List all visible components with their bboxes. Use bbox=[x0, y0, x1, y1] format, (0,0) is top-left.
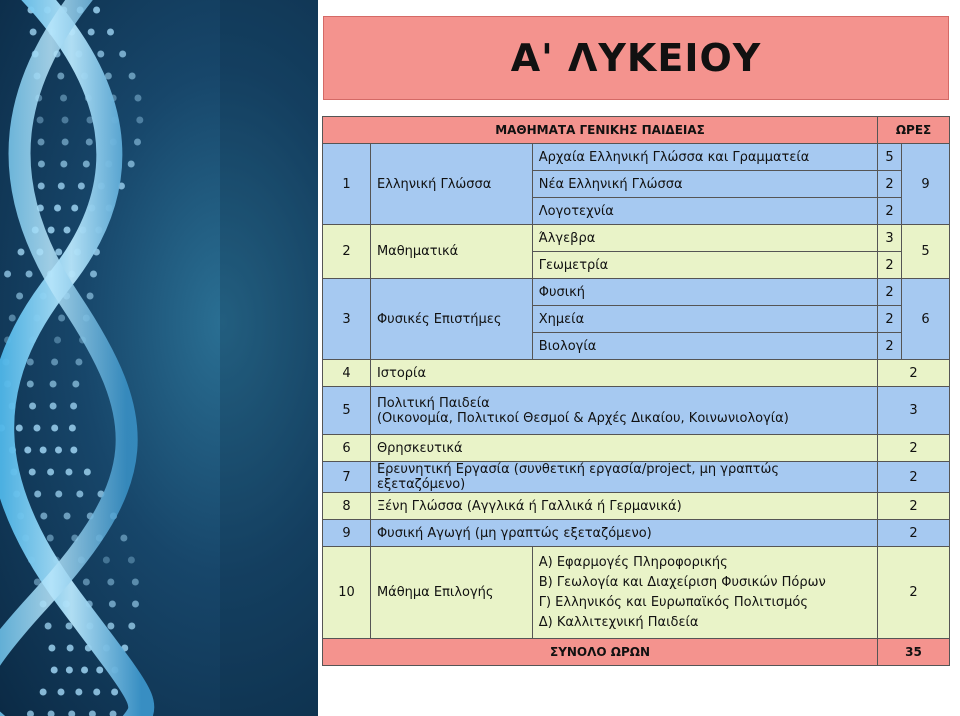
sub-subject: Νέα Ελληνική Γλώσσα bbox=[532, 171, 877, 198]
dna-rung-dot bbox=[29, 403, 36, 410]
dna-rung-dot bbox=[47, 469, 54, 476]
curriculum-table bbox=[322, 116, 950, 666]
dna-rung-dot bbox=[129, 73, 136, 80]
total-hours: 6 bbox=[902, 279, 950, 360]
total-hours: 3 bbox=[878, 387, 950, 435]
dna-rung-dot bbox=[134, 139, 141, 146]
table-row bbox=[323, 360, 950, 387]
dna-background-image bbox=[0, 0, 318, 716]
row-number: 10 bbox=[323, 547, 371, 639]
dna-rung-dot bbox=[38, 139, 45, 146]
sub-subject: Βιολογία bbox=[532, 333, 877, 360]
sub-subject: Γεωμετρία bbox=[532, 252, 877, 279]
dna-rung-dot bbox=[93, 7, 100, 14]
sub-subject: Αρχαία Ελληνική Γλώσσα και Γραμματεία bbox=[532, 144, 877, 171]
dna-rung-dot bbox=[136, 117, 143, 124]
sub-hours: 2 bbox=[878, 306, 902, 333]
elective-option: Δ) Καλλιτεχνική Παιδεία bbox=[538, 614, 699, 630]
subject-name: Μαθηματικά bbox=[370, 225, 532, 279]
elective-option: Γ) Ελληνικός και Ευρωπαϊκός Πολιτισμός bbox=[538, 594, 809, 610]
dna-rung-dot bbox=[55, 447, 62, 454]
row-number: 9 bbox=[323, 520, 371, 547]
elective-options bbox=[532, 547, 877, 639]
dna-rung-dot bbox=[132, 601, 139, 608]
row-number: 7 bbox=[323, 462, 371, 493]
dna-rung-dot bbox=[60, 95, 67, 102]
dna-rung-dot bbox=[63, 227, 70, 234]
total-hours: 2 bbox=[878, 547, 950, 639]
dna-rung-dot bbox=[67, 645, 74, 652]
dna-rung-dot bbox=[60, 161, 67, 168]
subject-name: Ερευνητική Εργασία (συνθετική εργασία/project, μη γραπτώς εξεταζόμενο) bbox=[370, 462, 877, 493]
row-number: 8 bbox=[323, 493, 371, 520]
table-row bbox=[323, 144, 950, 171]
dna-rung-dot bbox=[128, 161, 135, 168]
dna-rung-dot bbox=[9, 315, 16, 322]
dna-rung-dot bbox=[132, 579, 139, 586]
dna-rung-dot bbox=[37, 117, 44, 124]
dna-rung-dot bbox=[45, 623, 52, 630]
dna-rung-dot bbox=[62, 117, 69, 124]
dna-rung-dot bbox=[38, 161, 45, 168]
dna-rung-dot bbox=[40, 447, 47, 454]
footer-total: 35 bbox=[878, 639, 950, 666]
dna-rung-dot bbox=[65, 469, 72, 476]
dna-rung-dot bbox=[78, 183, 85, 190]
dna-rung-dot bbox=[76, 491, 83, 498]
dna-rung-dot bbox=[26, 271, 33, 278]
dna-rung-dot bbox=[111, 689, 118, 696]
sub-hours: 2 bbox=[878, 252, 902, 279]
subject-name: Φυσικές Επιστήμες bbox=[370, 279, 532, 360]
table-row bbox=[323, 462, 950, 493]
total-hours: 2 bbox=[878, 493, 950, 520]
sub-subject: Φυσική bbox=[532, 279, 877, 306]
table-header-row bbox=[323, 117, 950, 144]
dna-rung-dot bbox=[86, 139, 93, 146]
dna-rung-dot bbox=[70, 447, 77, 454]
dna-rung-dot bbox=[40, 513, 47, 520]
table-row bbox=[323, 435, 950, 462]
footer-label: ΣΥΝΟΛΟ ΩΡΩΝ bbox=[323, 639, 878, 666]
total-hours: 2 bbox=[878, 462, 950, 493]
dna-rung-dot bbox=[4, 271, 11, 278]
dna-rung-dot bbox=[88, 29, 95, 36]
dna-rung-dot bbox=[48, 645, 55, 652]
dna-rung-dot bbox=[110, 711, 117, 716]
dna-rung-dot bbox=[84, 469, 91, 476]
dna-rung-dot bbox=[71, 205, 78, 212]
dna-rung-dot bbox=[68, 711, 75, 716]
dna-rung-dot bbox=[64, 513, 71, 520]
dna-rung-dot bbox=[75, 689, 82, 696]
table-row bbox=[323, 279, 950, 306]
dna-rung-dot bbox=[51, 667, 58, 674]
dna-rung-dot bbox=[33, 425, 40, 432]
sub-subject: Χημεία bbox=[532, 306, 877, 333]
header-hours: ΩΡΕΣ bbox=[878, 117, 950, 144]
dna-rung-dot bbox=[50, 381, 57, 388]
subject-line-2: (Οικονομία, Πολιτικοί Θεσμοί & Αρχές Δικαίου, Κοινωνιολογία) bbox=[376, 410, 789, 426]
subject-name: Θρησκευτικά bbox=[370, 435, 877, 462]
dna-rung-dot bbox=[30, 29, 37, 36]
dna-rung-dot bbox=[54, 337, 61, 344]
dna-rung-dot bbox=[47, 535, 54, 542]
title-banner bbox=[323, 16, 949, 100]
dna-rung-dot bbox=[72, 381, 79, 388]
dna-rung-dot bbox=[83, 579, 90, 586]
dna-rung-dot bbox=[97, 51, 104, 58]
dna-rung-dot bbox=[54, 205, 61, 212]
dna-rung-dot bbox=[48, 227, 55, 234]
dna-rung-dot bbox=[75, 359, 82, 366]
total-hours: 2 bbox=[878, 360, 950, 387]
dna-rung-dot bbox=[96, 667, 103, 674]
subject-name: Ιστορία bbox=[370, 360, 877, 387]
dna-rung-dot bbox=[34, 491, 41, 498]
dna-rung-dot bbox=[27, 381, 34, 388]
row-number: 3 bbox=[323, 279, 371, 360]
dna-rung-dot bbox=[90, 271, 97, 278]
table-row bbox=[323, 225, 950, 252]
table-row bbox=[323, 493, 950, 520]
header-subjects: ΜΑΘΗΜΑΤΑ ΓΕΝΙΚΗΣ ΠΑΙΔΕΙΑΣ bbox=[323, 117, 878, 144]
dna-rung-dot bbox=[16, 293, 23, 300]
dna-rung-dot bbox=[66, 667, 73, 674]
subject-name: Ξένη Γλώσσα (Αγγλικά ή Γαλλικά ή Γερμανικά) bbox=[370, 493, 877, 520]
sub-hours: 2 bbox=[878, 333, 902, 360]
sub-hours: 2 bbox=[878, 198, 902, 225]
dna-rung-dot bbox=[134, 95, 141, 102]
dna-rung-dot bbox=[55, 249, 62, 256]
dna-rung-dot bbox=[70, 403, 77, 410]
table-row bbox=[323, 547, 950, 639]
dna-rung-dot bbox=[120, 535, 127, 542]
dna-rung-dot bbox=[40, 689, 47, 696]
elective-option: Α) Εφαρμογές Πληροφορικής bbox=[538, 554, 728, 570]
elective-option: Β) Γεωλογία και Διαχείριση Φυσικών Πόρων bbox=[538, 574, 826, 590]
dna-rung-dot bbox=[109, 601, 116, 608]
dna-rung-dot bbox=[69, 425, 76, 432]
sub-hours: 3 bbox=[878, 225, 902, 252]
dna-rung-dot bbox=[128, 557, 135, 564]
dna-rung-dot bbox=[93, 689, 100, 696]
dna-rung-dot bbox=[27, 359, 34, 366]
dna-rung-dot bbox=[87, 293, 94, 300]
dna-rung-dot bbox=[24, 447, 31, 454]
subject-name bbox=[370, 387, 877, 435]
sub-subject: Λογοτεχνία bbox=[532, 198, 877, 225]
dna-rung-dot bbox=[58, 183, 65, 190]
sub-hours: 5 bbox=[878, 144, 902, 171]
subject-name: Μάθημα Επιλογής bbox=[370, 547, 532, 639]
row-number: 4 bbox=[323, 360, 371, 387]
dna-rung-dot bbox=[51, 425, 58, 432]
dna-rung-dot bbox=[17, 249, 24, 256]
dna-rung-dot bbox=[89, 711, 96, 716]
total-hours: 2 bbox=[878, 435, 950, 462]
dna-rung-dot bbox=[48, 711, 55, 716]
dna-rung-dot bbox=[62, 139, 69, 146]
sub-hours: 2 bbox=[878, 279, 902, 306]
dna-rung-dot bbox=[38, 183, 45, 190]
dna-rung-dot bbox=[103, 557, 110, 564]
sub-hours: 2 bbox=[878, 171, 902, 198]
subject-name: Ελληνική Γλώσσα bbox=[370, 144, 532, 225]
dna-rung-dot bbox=[16, 425, 23, 432]
table-row bbox=[323, 387, 950, 435]
dna-rung-dot bbox=[57, 73, 64, 80]
dna-rung-dot bbox=[55, 491, 62, 498]
dna-rung-dot bbox=[81, 667, 88, 674]
total-hours: 5 bbox=[902, 225, 950, 279]
sub-subject: Άλγεβρα bbox=[532, 225, 877, 252]
total-hours: 9 bbox=[902, 144, 950, 225]
dna-rung-dot bbox=[50, 403, 57, 410]
dna-rung-dot bbox=[128, 623, 135, 630]
total-hours: 2 bbox=[878, 520, 950, 547]
table-footer-row bbox=[323, 639, 950, 666]
dna-rung-dot bbox=[58, 315, 65, 322]
subject-name: Φυσική Αγωγή (μη γραπτώς εξεταζόμενο) bbox=[370, 520, 877, 547]
dna-rung-dot bbox=[107, 29, 114, 36]
row-number: 1 bbox=[323, 144, 371, 225]
dna-rung-dot bbox=[57, 689, 64, 696]
dna-rung-dot bbox=[107, 623, 114, 630]
row-number: 5 bbox=[323, 387, 371, 435]
dna-rung-dot bbox=[27, 711, 34, 716]
page-title: Α' ΛΥΚΕΙΟΥ bbox=[510, 36, 762, 80]
dna-rung-dot bbox=[119, 51, 126, 58]
dna-rung-dot bbox=[107, 579, 114, 586]
table-row bbox=[323, 520, 950, 547]
dna-helix-graphic bbox=[0, 0, 318, 716]
row-number: 6 bbox=[323, 435, 371, 462]
row-number: 2 bbox=[323, 225, 371, 279]
dna-rung-dot bbox=[29, 469, 36, 476]
dna-rung-dot bbox=[51, 359, 58, 366]
dna-rung-dot bbox=[83, 161, 90, 168]
subject-line-1: Πολιτική Παιδεία bbox=[376, 395, 490, 411]
